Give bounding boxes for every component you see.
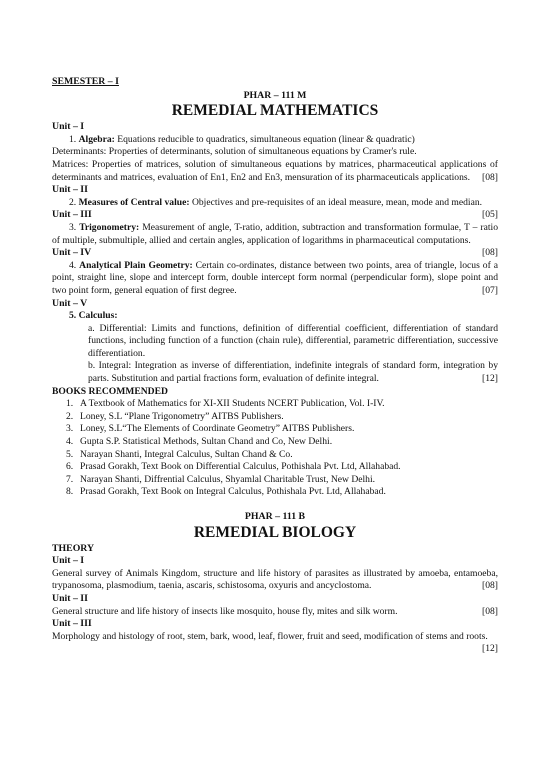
unit-label: Unit – IV [52,247,92,259]
unit-paragraph [52,260,498,298]
unit-paragraph [52,630,498,655]
book-number: 2. [66,410,74,422]
book-item [66,410,498,424]
book-text: Narayan Shanti, Integral Calculus, Sultan Chand & Co. [80,448,293,460]
unit-number: 2. [69,196,77,208]
unit-paragraph [52,159,498,184]
book-text: A Textbook of Mathematics for XI-XII Students NCERT Publication, Vol. I-IV. [80,398,385,410]
book-text: Gupta S.P. Statistical Methods, Sultan Chand and Co, New Delhi. [80,436,333,448]
course-code-math: PHAR – 111 M [243,89,307,101]
unit-marks: [12] [482,643,498,655]
unit-heading: Measures of Central value: [78,196,190,208]
unit-heading: Trigonometry: [79,221,140,233]
unit-marks: [08] [482,580,498,592]
books-list [52,398,498,499]
book-item [66,461,498,474]
unit-text: Matrices: Properties of matrices, solution of simultaneous equations by matrices, pharmaceutical applications of determinants and matrices, evaluation of En1, En2 and En3, mensuration of its pharmaceuticals applications. [52,158,498,183]
book-number: 5. [66,448,74,460]
semester-heading: SEMESTER – I [52,76,119,87]
theory-heading: THEORY [52,542,95,554]
book-text: Loney, S.L “Plane Trigonometry” AITBS Publishers. [80,410,284,422]
book-item [66,436,498,449]
unit-text: Morphology and histology of root, stem, bark, wood, leaf, flower, fruit and seed, modification of stems and roots. [52,630,488,642]
unit-heading: Calculus: [78,310,118,322]
unit-marks: [08] [482,171,498,183]
unit-label: Unit – III [52,209,92,221]
unit-label: Unit – III [52,618,92,630]
book-number: 8. [66,486,74,498]
book-number: 7. [66,473,74,485]
book-item [66,473,498,487]
unit-marks: [08] [482,247,498,259]
unit-text: General structure and life history of insects like mosquito, house fly, mites and silk worm. [52,605,398,617]
book-item [66,486,498,499]
section-gap [52,499,498,511]
unit-label: Unit – I [52,121,85,133]
document-page [52,76,498,656]
book-item [66,398,498,411]
book-number: 4. [66,436,74,448]
book-item [66,448,498,462]
unit-paragraph [52,568,498,593]
unit-number: 3. [69,221,77,233]
book-number: 1. [66,398,74,410]
unit-heading-line [52,310,498,323]
unit-paragraph [52,134,498,147]
unit-label: Unit – V [52,297,88,309]
unit-text: Objectives and pre-requisites of an ideal measure, mean, mode and median. [189,196,483,208]
unit-text: Equations reducible to quadratics, simultaneous equation (linear & quadratic) [114,133,415,145]
sub-item-differential: a. Differential: Limits and functions, definition of differential coefficient, differentiation of standard functions, including function of a function (chain rule), differential, parametric differentiation, successive differentiation. [88,322,498,359]
book-text: Prasad Gorakh, Text Book on Integral Calculus, Pothishala Pvt. Ltd, Allahabad. [80,486,386,498]
course-title-bio: REMEDIAL BIOLOGY [193,523,357,541]
course-code-bio: PHAR – 111 B [244,511,306,522]
book-item [66,423,498,436]
unit-text: b. Integral: Integration as inverse of differentiation, indefinite integrals of standard form, integration by parts. Substitution and partial fractions form, evaluation of definite integral. [88,360,498,385]
unit-number: 4. [69,259,77,271]
unit-number: 1. [69,133,77,145]
book-number: 6. [66,461,74,473]
unit-text: Measurement of angle, T-ratio, addition, subtraction and transformation formulae, T – ratio of multiple, submultiple, allied and certain angles, application of logarithms in pharmaceutical computations. [52,221,498,246]
unit-label: Unit – II [52,184,88,196]
book-text: Prasad Gorakh, Text Book on Differential Calculus, Pothishala Pvt. Ltd, Allahabad. [80,461,401,473]
unit-paragraph [52,606,498,619]
unit-marks: [12] [482,373,498,385]
unit-label: Unit – I [52,555,85,567]
unit-text: General survey of Animals Kingdom, structure and life history of parasites as illustrated by amoeba, entamoeba, trypanosoma, plasmodium, taenia, ascaris, schistosoma, oxyuris and ancyclostoma. [52,567,498,592]
unit-marks: [05] [482,209,498,221]
book-text: Narayan Shanti, Diffrential Calculus, Shyamlal Charitable Trust, New Delhi. [80,473,376,485]
unit-heading: Analytical Plain Geometry: [79,259,193,271]
course-title-math: REMEDIAL MATHEMATICS [171,102,379,120]
books-heading: BOOKS RECOMMENDED [52,385,168,397]
unit-marks: [07] [482,284,498,296]
book-number: 3. [66,423,74,435]
unit-marks: [08] [482,605,498,617]
unit-paragraph: Determinants: Properties of determinants, solution of simultaneous equations by Cramer's rule. [52,146,417,158]
unit-number: 5. [69,310,77,322]
unit-label: Unit – II [52,592,88,604]
sub-item-integral [52,360,498,385]
unit-heading: Algebra: [78,133,115,145]
unit-text: Certain co-ordinates, distance between two points, area of triangle, locus of a point, straight line, slope and intercept form, double intercept form normal (perpendicular form), slope point and two point form, general equation of first degree. [52,259,498,296]
book-text: Loney, S.L“The Elements of Coordinate Geometry” AITBS Publishers. [80,423,355,435]
